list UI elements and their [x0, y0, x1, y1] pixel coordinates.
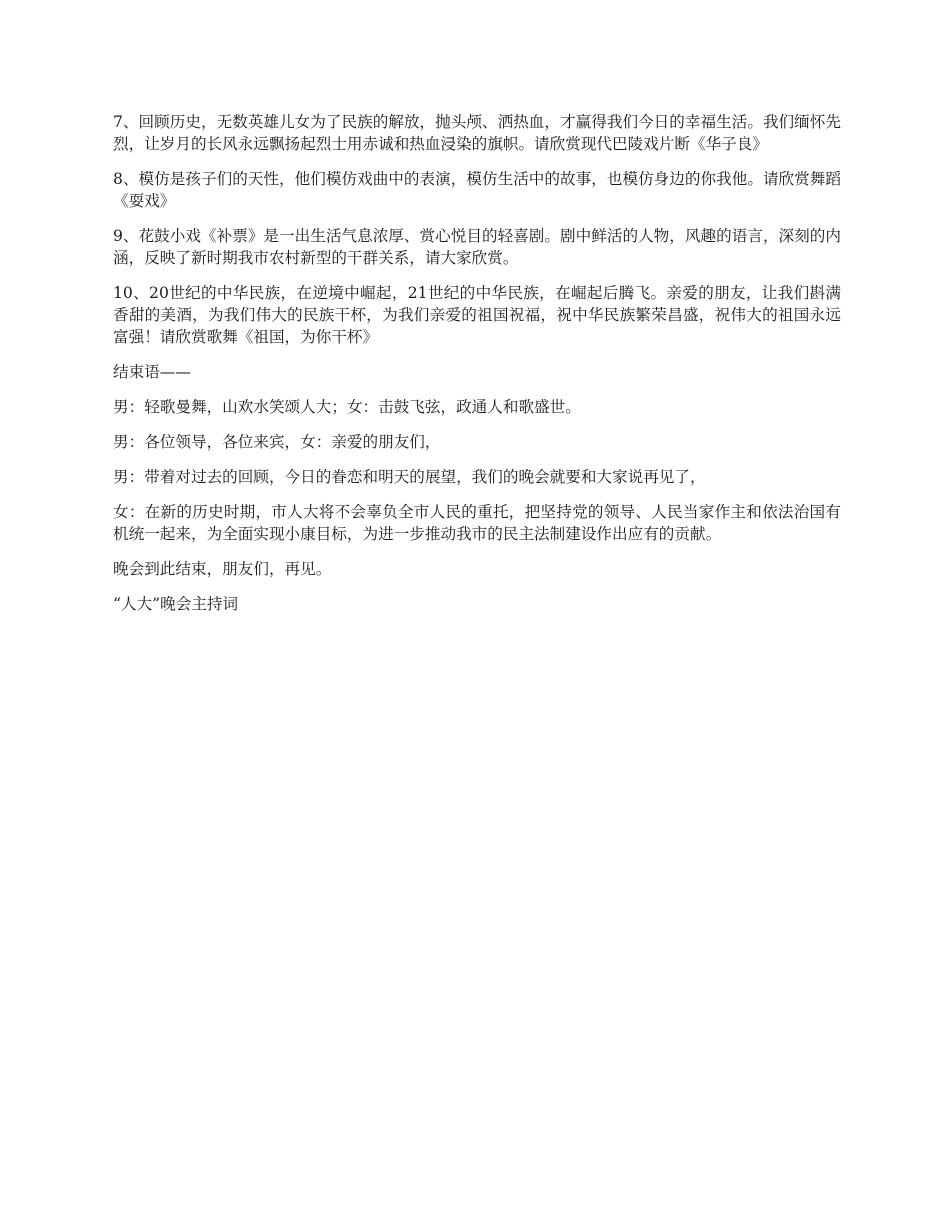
paragraph-item-9: 9、花鼓小戏《补票》是一出生活气息浓厚、赏心悦目的轻喜剧。剧中鲜活的人物，风趣的语言，深刻的内涵，反映了新时期我市农村新型的干群关系，请大家欣赏。: [113, 227, 841, 267]
dialogue-line: 男：各位领导，各位来宾，女：亲爱的朋友们，: [113, 433, 441, 451]
paragraph-item-7: 7、回顾历史，无数英雄儿女为了民族的解放，抛头颅、洒热血，才赢得我们今日的幸福生活。我们缅怀先烈，让岁月的长风永远飘扬起烈士用赤诚和热血浸染的旗帜。请欣赏现代巴陵戏片断《华子良》: [113, 113, 841, 153]
paragraph-item-8: 8、模仿是孩子们的天性，他们模仿戏曲中的表演，模仿生活中的故事，也模仿身边的你我他。请欣赏舞蹈《耍戏》: [113, 170, 841, 210]
dialogue-line: 男：带着对过去的回顾，今日的眷恋和明天的展望，我们的晚会就要和大家说再见了，: [113, 468, 706, 486]
paragraph-item-10: 10、20世纪的中华民族，在逆境中崛起，21世纪的中华民族，在崛起后腾飞。亲爱的朋友，让我们斟满香甜的美酒，为我们伟大的民族干杯，为我们亲爱的祖国祝福，祝中华民族繁荣昌盛，祝伟大的祖国永远富强！请欣赏歌舞《祖国，为你干杯》: [113, 284, 841, 346]
dialogue-line: 男：轻歌曼舞，山欢水笑颂人大；女：击鼓飞弦，政通人和歌盛世。: [113, 398, 581, 416]
closing-heading: 结束语——: [113, 363, 191, 381]
document-title-footer: “人大”晚会主持词: [113, 595, 239, 613]
dialogue-line: 女：在新的历史时期，市人大将不会辜负全市人民的重托，把坚持党的领导、人民当家作主和依法治国有机统一起来，为全面实现小康目标，为进一步推动我市的民主法制建设作出应有的贡献。: [113, 503, 841, 543]
closing-line: 晚会到此结束，朋友们，再见。: [113, 560, 332, 578]
document-page: [113, 111, 841, 628]
